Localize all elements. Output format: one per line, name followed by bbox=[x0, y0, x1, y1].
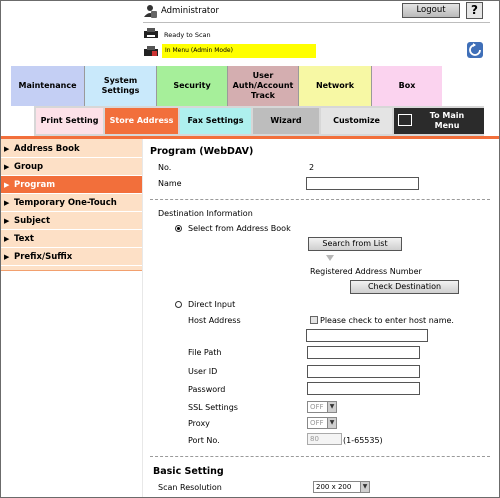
sidebar bbox=[0, 139, 142, 270]
host-address-label: Host Address bbox=[188, 316, 241, 325]
scan-resolution-select[interactable] bbox=[313, 481, 370, 493]
arrow-right-icon: ▶ bbox=[4, 181, 10, 189]
sidebar-item-label: Address Book bbox=[14, 144, 80, 154]
section-divider bbox=[150, 199, 490, 200]
file-path-input[interactable] bbox=[307, 346, 420, 359]
page-title: Program (WebDAV) bbox=[150, 146, 254, 157]
tab-maintenance[interactable] bbox=[11, 66, 85, 106]
no-value: 2 bbox=[309, 163, 315, 172]
chevron-down-icon: ▼ bbox=[327, 418, 336, 428]
tab-system-settings-label: System Settings bbox=[101, 76, 140, 95]
sidebar-item-label: Temporary One-Touch bbox=[14, 198, 117, 208]
direct-input-radio[interactable] bbox=[175, 301, 182, 308]
printer-status-icon bbox=[143, 27, 159, 39]
tab-network[interactable] bbox=[299, 66, 372, 106]
ssl-settings-select[interactable] bbox=[307, 401, 337, 413]
tab-user-auth-label: User Auth/Account Track bbox=[232, 71, 294, 100]
arrow-right-icon: ▶ bbox=[4, 235, 10, 243]
arrow-right-icon: ▶ bbox=[4, 163, 10, 171]
no-label: No. bbox=[158, 163, 172, 172]
chevron-down-icon: ▼ bbox=[327, 402, 336, 412]
port-no-label: Port No. bbox=[188, 436, 220, 445]
registered-address-number-label: Registered Address Number bbox=[310, 267, 422, 276]
sidebar-item-label: Program bbox=[14, 180, 56, 190]
select-address-book-radio[interactable] bbox=[175, 225, 182, 232]
subtab-fax-settings[interactable] bbox=[180, 108, 251, 134]
admin-mode-icon bbox=[143, 45, 159, 57]
ssl-settings-value: OFF bbox=[310, 403, 324, 411]
help-button[interactable]: ? bbox=[466, 2, 483, 19]
tab-system-settings[interactable] bbox=[85, 66, 157, 106]
proxy-label: Proxy bbox=[188, 419, 210, 428]
tab-user-auth-account-track[interactable] bbox=[228, 66, 299, 106]
scan-resolution-label: Scan Resolution bbox=[158, 483, 222, 492]
arrow-right-icon: ▶ bbox=[4, 199, 10, 207]
subtab-wizard[interactable] bbox=[253, 108, 319, 134]
subtab-customize[interactable] bbox=[321, 108, 392, 134]
subtab-print-setting[interactable] bbox=[36, 108, 103, 134]
refresh-icon[interactable] bbox=[467, 42, 483, 58]
sidebar-item-group[interactable] bbox=[0, 158, 142, 176]
proxy-select[interactable] bbox=[307, 417, 337, 429]
to-main-menu-label: To Main Menu bbox=[429, 111, 465, 130]
host-address-input[interactable] bbox=[306, 329, 428, 342]
port-no-input[interactable]: 80 bbox=[307, 433, 342, 445]
basic-setting-heading: Basic Setting bbox=[153, 466, 224, 477]
tab-box-label: Box bbox=[398, 81, 416, 90]
subtab-store-address[interactable] bbox=[105, 108, 178, 134]
name-label: Name bbox=[158, 179, 182, 188]
tab-maintenance-label: Maintenance bbox=[18, 81, 77, 90]
sidebar-item-prefix-suffix[interactable] bbox=[0, 248, 142, 266]
sidebar-item-program[interactable] bbox=[0, 176, 142, 194]
direct-input-label: Direct Input bbox=[188, 300, 236, 309]
tab-network-label: Network bbox=[315, 81, 355, 90]
host-name-checkbox-label: Please check to enter host name. bbox=[320, 316, 454, 325]
administrator-label: Administrator bbox=[161, 6, 219, 16]
user-id-label: User ID bbox=[188, 367, 218, 376]
content-divider bbox=[142, 139, 143, 498]
down-arrow-icon bbox=[326, 255, 334, 261]
subtab-customize-label: Customize bbox=[333, 116, 380, 125]
arrow-right-icon: ▶ bbox=[4, 217, 10, 225]
password-input[interactable] bbox=[307, 382, 420, 395]
section-divider bbox=[150, 456, 490, 457]
subtab-store-address-label: Store Address bbox=[109, 116, 174, 125]
logout-button[interactable]: Logout bbox=[402, 3, 460, 18]
main-menu-icon bbox=[398, 114, 412, 126]
proxy-value: OFF bbox=[310, 419, 324, 427]
search-from-list-button[interactable]: Search from List bbox=[308, 237, 402, 251]
sidebar-item-subject[interactable] bbox=[0, 212, 142, 230]
sidebar-item-label: Prefix/Suffix bbox=[14, 252, 73, 262]
sidebar-item-label: Subject bbox=[14, 216, 51, 226]
chevron-down-icon: ▼ bbox=[360, 482, 369, 492]
tab-security-label: Security bbox=[173, 81, 211, 90]
sidebar-item-text[interactable] bbox=[0, 230, 142, 248]
port-range-hint: (1-65535) bbox=[343, 436, 383, 445]
select-address-book-label: Select from Address Book bbox=[188, 224, 291, 233]
scan-resolution-value: 200 x 200 bbox=[316, 483, 352, 491]
user-id-input[interactable] bbox=[307, 365, 420, 378]
arrow-right-icon: ▶ bbox=[4, 145, 10, 153]
sidebar-item-address-book[interactable] bbox=[0, 140, 142, 158]
program-form bbox=[148, 142, 493, 498]
tab-security[interactable] bbox=[157, 66, 228, 106]
password-label: Password bbox=[188, 385, 226, 394]
sidebar-item-label: Text bbox=[14, 234, 34, 244]
host-name-checkbox[interactable] bbox=[310, 316, 318, 324]
device-status-text: Ready to Scan bbox=[164, 31, 211, 39]
tab-box[interactable] bbox=[372, 66, 442, 106]
arrow-right-icon: ▶ bbox=[4, 253, 10, 261]
sidebar-item-label: Group bbox=[14, 162, 44, 172]
destination-section-label: Destination Information bbox=[158, 209, 253, 218]
subtab-wizard-label: Wizard bbox=[270, 116, 302, 125]
subtab-print-setting-label: Print Setting bbox=[40, 116, 99, 125]
subtab-fax-settings-label: Fax Settings bbox=[187, 116, 244, 125]
ssl-settings-label: SSL Settings bbox=[188, 403, 238, 412]
sidebar-item-temporary-one-touch[interactable] bbox=[0, 194, 142, 212]
to-main-menu-button[interactable] bbox=[394, 108, 484, 134]
file-path-label: File Path bbox=[188, 348, 222, 357]
admin-mode-banner: In Menu (Admin Mode) bbox=[162, 44, 316, 58]
administrator-icon bbox=[143, 4, 157, 18]
check-destination-button[interactable]: Check Destination bbox=[350, 280, 459, 294]
name-input[interactable] bbox=[306, 177, 419, 190]
sidebar-divider bbox=[0, 270, 142, 271]
header-divider bbox=[143, 22, 490, 23]
